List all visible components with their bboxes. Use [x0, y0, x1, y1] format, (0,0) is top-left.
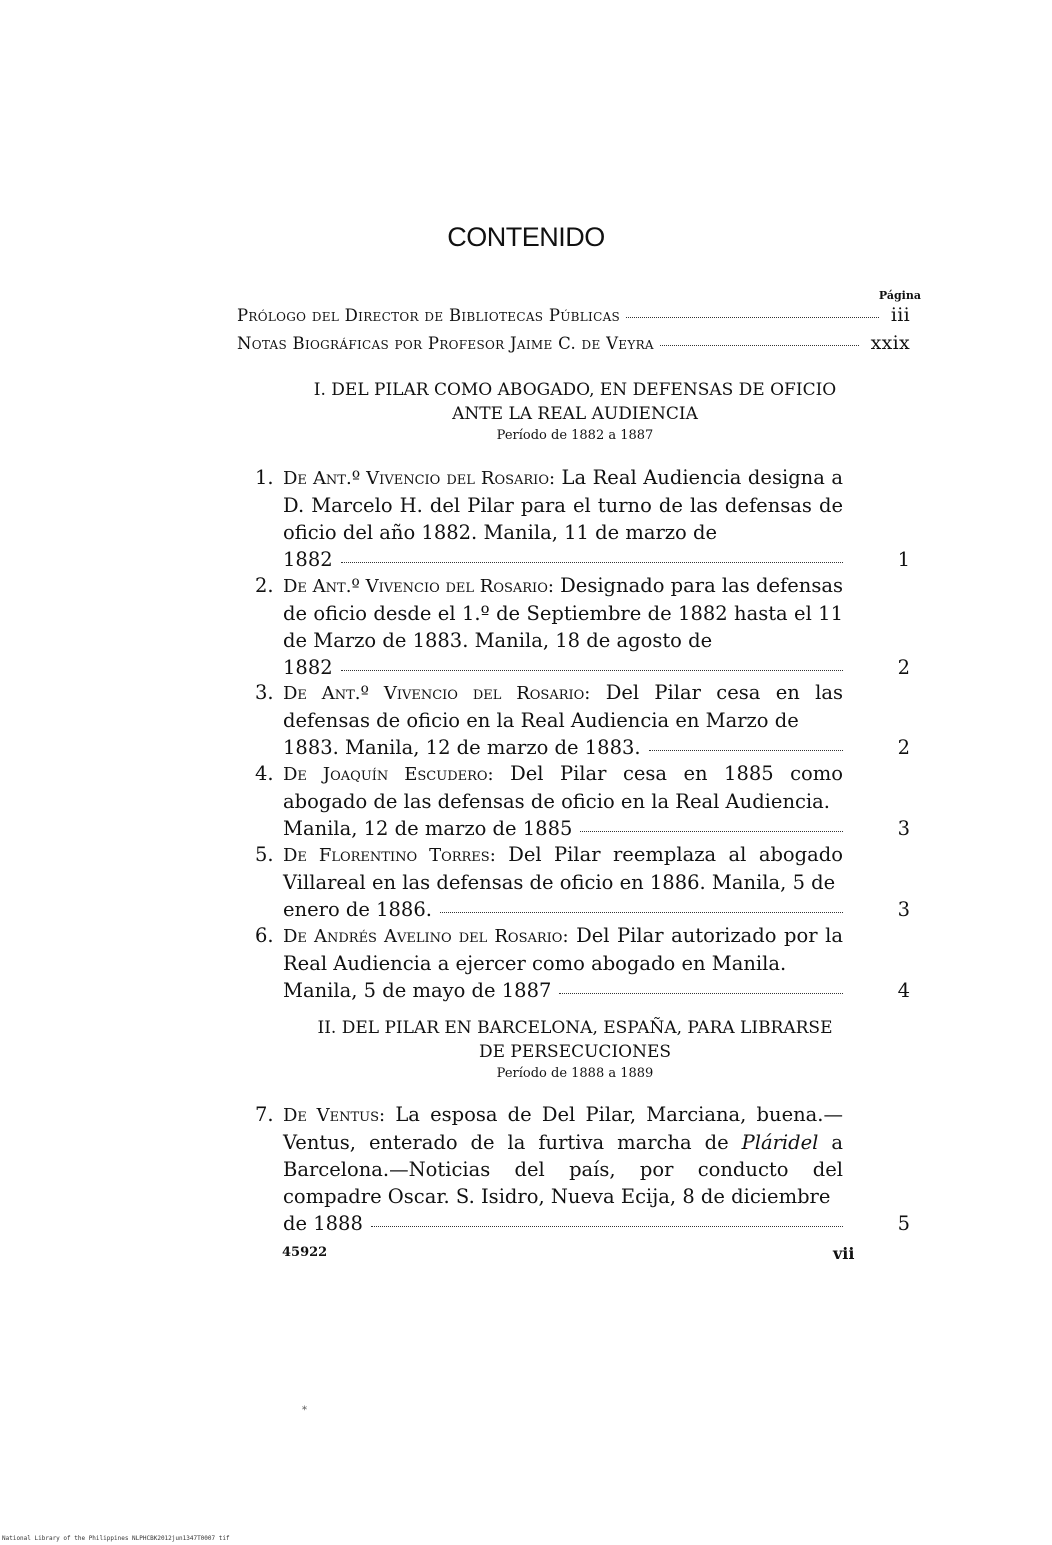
entry-date: 1882 [283, 548, 333, 571]
toc-entry [255, 922, 910, 1004]
toc-entry [255, 841, 910, 923]
entry-author: De Ant.º Vivencio del Rosario: [283, 576, 554, 597]
entry-page: 3 [897, 898, 910, 921]
dot-leader [440, 912, 843, 913]
dot-leader [626, 317, 879, 318]
entry-author: De Joaquín Escudero: [283, 764, 494, 785]
section-title-line: ANTE LA REAL AUDIENCIA [452, 404, 698, 424]
entry-text: Del Pilar autorizado por la Real Audiencia a ejercer como abogado en Manila. [283, 924, 844, 975]
section-heading [260, 1016, 890, 1084]
dot-leader [649, 750, 843, 751]
entry-date: de 1888 [283, 1212, 363, 1235]
entry-number: 4. [255, 762, 274, 785]
page-folio: vii [833, 1244, 855, 1263]
dot-leader [660, 345, 859, 346]
dot-leader [341, 562, 843, 563]
dot-leader [559, 993, 843, 994]
entry-author: De Florentino Torres: [283, 845, 496, 866]
front-matter-label: Prólogo del Director de Bibliotecas Públicas [237, 306, 621, 325]
entry-author: De Andrés Avelino del Rosario: [283, 926, 569, 947]
scan-stamp: National Library of the Philippines NLPHCBK2012jun1347T0007 tif [2, 1535, 230, 1542]
entry-body [283, 572, 843, 681]
signature-mark: 45922 [282, 1245, 328, 1260]
entry-date: 1882 [283, 656, 333, 679]
toc-entry [255, 572, 910, 681]
entry-page: 3 [897, 817, 910, 840]
entry-last-line [283, 896, 843, 923]
entry-page: 2 [897, 656, 910, 679]
entry-author: De Ventus: [283, 1105, 386, 1126]
pagina-header: Página [878, 289, 921, 302]
dot-leader [341, 670, 843, 671]
entry-number: 3. [255, 681, 274, 704]
scan-speck: * [302, 1405, 307, 1416]
entry-last-line [283, 1210, 843, 1237]
entry-date: Manila, 5 de mayo de 1887 [283, 979, 552, 1002]
section-period: Período de 1888 a 1889 [496, 1066, 654, 1081]
entry-author: De Ant.º Vivencio del Rosario: [283, 468, 556, 489]
front-matter-label: Notas Biográficas por Profesor Jaime C. de Veyra [237, 334, 654, 353]
entry-text: Del Pilar reemplaza al abogado Villareal en las defensas de oficio en 1886. Manila, 5 de [283, 843, 843, 894]
entry-body [283, 679, 843, 761]
entry-page: 1 [897, 548, 910, 571]
entry-page: 4 [897, 979, 910, 1002]
entry-page: 5 [897, 1212, 910, 1235]
entry-text: a Barcelona.—Noticias del país, por conducto del compadre Oscar. S. Isidro, Nueva Ecija, 8 de diciembre [283, 1131, 844, 1208]
toc-entry [255, 1101, 910, 1237]
entry-text: Designado para las defensas de oficio desde el 1.º de Septiembre de 1882 hasta el 11 de Marzo de 1883. Manila, 18 de agosto de [283, 574, 843, 652]
entry-last-line [283, 546, 843, 573]
page-title: CONTENIDO [447, 222, 605, 252]
toc-entry [255, 679, 910, 761]
entry-number: 5. [255, 843, 274, 866]
entry-last-line [283, 654, 843, 681]
section-period: Período de 1882 a 1887 [496, 428, 654, 443]
entry-body [283, 760, 843, 842]
front-matter-row [237, 304, 910, 332]
entry-date: 1883. Manila, 12 de marzo de 1883. [283, 736, 641, 759]
entry-last-line [283, 734, 843, 761]
entry-last-line [283, 815, 843, 842]
entry-text: Del Pilar cesa en las defensas de oficio en la Real Audiencia en Marzo de [283, 681, 843, 732]
front-matter-page: xxix [870, 332, 910, 354]
section-title-line: DE PERSECUCIONES [478, 1042, 672, 1062]
toc-entry [255, 464, 910, 573]
section-heading [260, 378, 890, 446]
section-title-line: I. DEL PILAR COMO ABOGADO, EN DEFENSAS DE OFICIO [313, 380, 837, 400]
section-title-line: II. DEL PILAR EN BARCELONA, ESPAÑA, PARA LIBRARSE [317, 1018, 833, 1038]
entry-page: 2 [897, 736, 910, 759]
entry-body [283, 841, 843, 923]
entry-last-line [283, 977, 843, 1004]
entry-body [283, 464, 843, 573]
entry-text: La Real Audiencia designa a D. Marcelo H. del Pilar para el turno de las defensas de oficio del año 1882. Manila, 11 de marzo de [283, 466, 843, 544]
entry-number: 1. [255, 466, 274, 489]
front-matter-row [237, 332, 910, 360]
entry-italic-name: Pláridel [741, 1131, 819, 1154]
entry-date: enero de 1886. [283, 898, 432, 921]
entry-body [283, 922, 843, 1004]
entry-number: 6. [255, 924, 274, 947]
dot-leader [371, 1226, 843, 1227]
entry-number: 2. [255, 574, 274, 597]
dot-leader [580, 831, 843, 832]
entry-number: 7. [255, 1103, 274, 1126]
front-matter-page: iii [890, 304, 910, 326]
entry-text: Del Pilar cesa en 1885 como abogado de las defensas de oficio en la Real Audiencia. [283, 762, 844, 813]
entry-author: De Ant.º Vivencio del Rosario: [283, 683, 591, 704]
toc-entry [255, 760, 910, 842]
entry-text: La esposa de Del Pilar, Marciana, buena.—Ventus, enterado de la furtiva marcha de [283, 1103, 844, 1154]
entry-body [283, 1101, 843, 1237]
entry-date: Manila, 12 de marzo de 1885 [283, 817, 573, 840]
